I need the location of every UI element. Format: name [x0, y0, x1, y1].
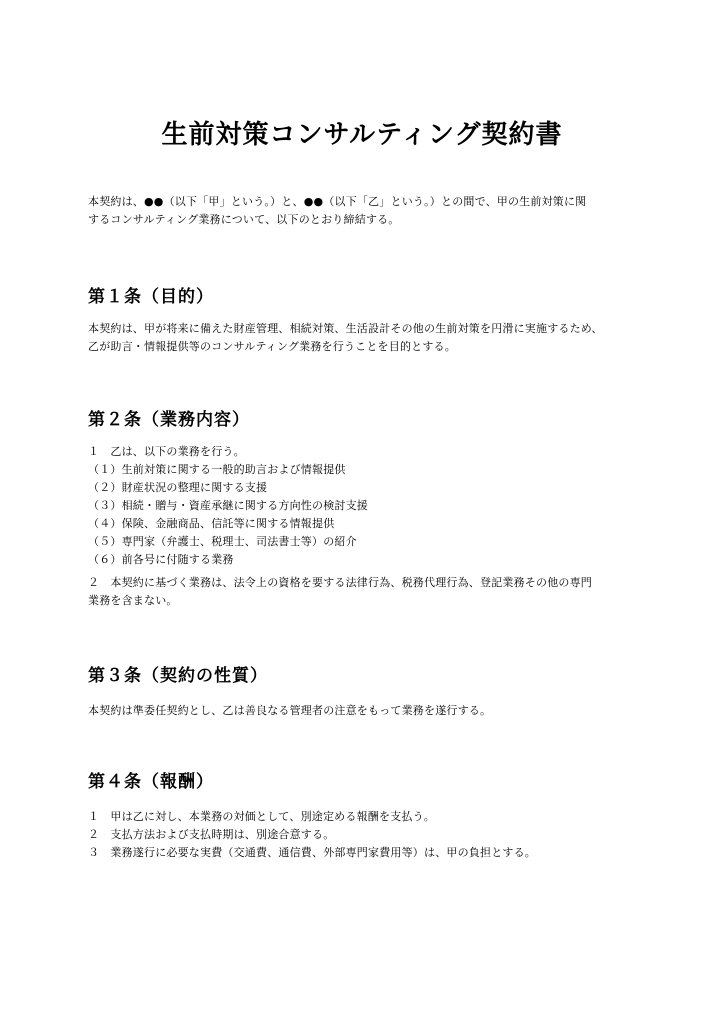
- article-1-paragraph: [88, 320, 648, 356]
- article-2-item: （４）保険、金融商品、信託等に関する情報提供: [88, 517, 335, 530]
- article-3-paragraph: [88, 702, 648, 720]
- article-3-line: 本契約は準委任契約とし、乙は善良なる管理者の注意をもって業務を遂行する。: [88, 704, 492, 717]
- article-4-line: ２ 支払方法および支払時期は、別途合意する。: [88, 828, 335, 841]
- preamble-paragraph: [88, 193, 648, 229]
- article-2-item: （２）財産状況の整理に関する支援: [88, 481, 268, 494]
- document-title: 生前対策コンサルティング契約書: [161, 120, 563, 150]
- article-1-line: 乙が助言・情報提供等のコンサルティング業務を行うことを目的とする。: [88, 340, 456, 353]
- article-4-line: ３ 業務遂行に必要な実費（交通費、通信費、外部専門家費用等）は、甲の負担とする。: [88, 846, 536, 859]
- article-2-line: １ 乙は、以下の業務を行う。: [88, 445, 245, 458]
- article-4-line: １ 甲は乙に対し、本業務の対価として、別途定める報酬を支払う。: [88, 810, 435, 823]
- article-3-heading: 第３条（契約の性質）: [88, 666, 268, 686]
- article-2-paragraph-2: [88, 574, 648, 610]
- article-2-line: ２ 本契約に基づく業務は、法令上の資格を要する法律行為、税務代理行為、登記業務その他の専門: [88, 576, 592, 589]
- article-1-line: 本契約は、甲が将来に備えた財産管理、相続対策、生活設計その他の生前対策を円滑に実施するため、: [88, 322, 603, 335]
- article-4-heading: 第４条（報酬）: [88, 772, 214, 792]
- article-2-item: （６）前各号に付随する業務: [88, 553, 234, 566]
- article-2-item: （１）生前対策に関する一般的助言および情報提供: [88, 463, 346, 476]
- preamble-line: 本契約は、●●（以下「甲」という。）と、●●（以下「乙」という。）との間で、甲の生前対策に関: [88, 195, 587, 208]
- article-2-item: （３）相続・贈与・資産承継に関する方向性の検討支援: [88, 499, 368, 512]
- article-2-line: 業務を含まない。: [88, 594, 178, 607]
- article-2-paragraph-1: [88, 443, 648, 569]
- preamble-line: するコンサルティング業務について、以下のとおり締結する。: [88, 213, 400, 226]
- article-4-paragraph: [88, 808, 648, 862]
- article-1-heading: 第１条（目的）: [88, 287, 214, 307]
- article-2-item: （５）専門家（弁護士、税理士、司法書士等）の紹介: [88, 535, 357, 548]
- article-2-heading: 第２条（業務内容）: [88, 410, 250, 430]
